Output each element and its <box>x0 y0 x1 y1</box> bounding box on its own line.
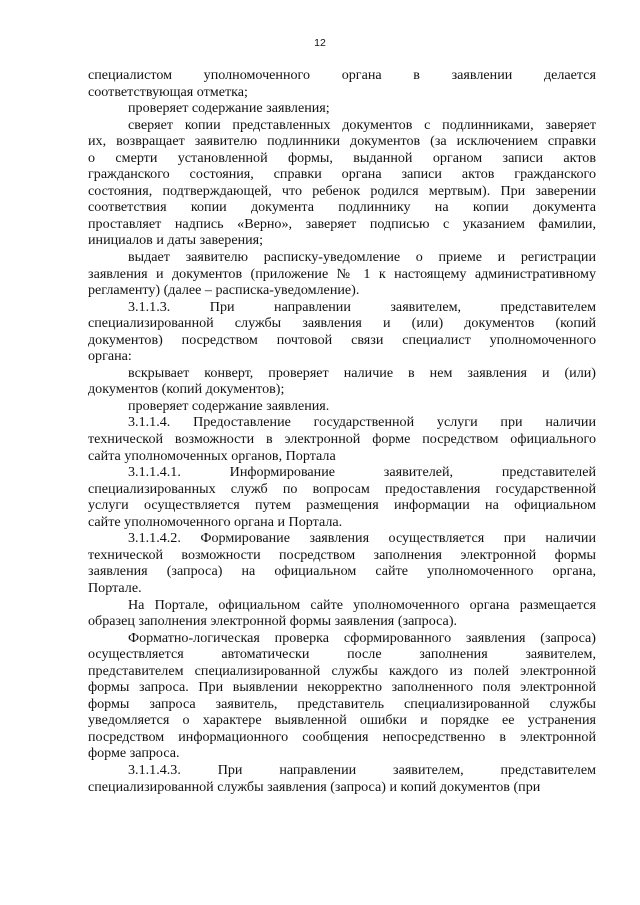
text-line: формы запроса заявитель, представитель специализированной службы <box>88 695 596 712</box>
paragraph <box>88 530 596 596</box>
text-line: 3.1.1.4.1. Информирование заявителей, представителей <box>128 464 596 481</box>
text-line: о смерти установленной формы, выданной органом записи актов <box>88 149 596 166</box>
text-line: специализированных служб по вопросам предоставления государственной <box>88 480 596 497</box>
paragraph <box>88 67 596 100</box>
text-line: выдает заявителю расписку-уведомление о приеме и регистрации <box>128 249 596 266</box>
text-line: Форматно-логическая проверка сформированного заявления (запроса) <box>128 629 596 646</box>
text-line: 3.1.1.4.3. При направлении заявителем, представителем <box>128 761 596 778</box>
text-line: регламенту) (далее – расписка-уведомление). <box>88 282 360 299</box>
text-line: 3.1.1.4. Предоставление государственной услуги при наличии <box>128 414 596 431</box>
document-body <box>88 67 596 795</box>
text-line: сайта уполномоченных органов, Портала <box>88 447 336 464</box>
text-line: специализированной службы заявления и (или) документов (копий <box>88 315 596 332</box>
page-number: 12 <box>314 37 326 49</box>
text-line: проверяет содержание заявления. <box>128 397 330 414</box>
text-line: образец заполнения электронной формы заявления (запроса). <box>88 613 458 630</box>
text-line: 3.1.1.4.2. Формирование заявления осуществляется при наличии <box>128 530 596 547</box>
paragraph <box>88 414 596 464</box>
text-line: форме запроса. <box>88 745 180 762</box>
text-line: проверяет содержание заявления; <box>128 100 330 117</box>
paragraph <box>88 398 596 415</box>
paragraph <box>88 762 596 795</box>
paragraph <box>88 597 596 630</box>
text-line: представителем специализированной службы каждого из полей электронной <box>88 662 596 679</box>
text-line: посредством информационного сообщения непосредственно в электронной <box>88 728 596 745</box>
paragraph <box>88 464 596 530</box>
text-line: формы запроса. При выявлении некорректно заполненного поля электронной <box>88 679 596 696</box>
text-line: сверяет копии представленных документов с подлинниками, заверяет <box>128 116 596 133</box>
paragraph <box>88 365 596 398</box>
text-line: специализированной службы заявления (запроса) и копий документов (при <box>88 778 541 795</box>
text-line: гражданского состояния, справки органа записи актов гражданского <box>88 166 596 183</box>
text-line: документов) посредством почтовой связи специалист уполномоченного <box>88 331 596 348</box>
text-line: сайте уполномоченного органа и Портала. <box>88 513 343 530</box>
text-line: 3.1.1.3. При направлении заявителем, представителем <box>128 298 596 315</box>
text-line: вскрывает конверт, проверяет наличие в нем заявления и (или) <box>128 364 596 381</box>
text-line: заявления и документов (приложение № 1 к настоящему административному <box>88 265 596 282</box>
paragraph <box>88 299 596 365</box>
text-line: их, возвращает заявителю подлинники документов (за исключением справки <box>88 133 596 150</box>
text-line: органа: <box>88 348 132 365</box>
text-line: соответствующая отметка; <box>88 83 248 100</box>
text-line: услуги осуществляется путем размещения информации на официальном <box>88 497 596 514</box>
text-line: осуществляется автоматически после заполнения заявителем, <box>88 646 596 663</box>
text-line: уведомляется о характере выявленной ошибки и порядке ее устранения <box>88 712 596 729</box>
paragraph <box>88 100 596 117</box>
text-line: технической возможности в электронной форме посредством официального <box>88 431 596 448</box>
text-line: Портале. <box>88 579 142 596</box>
paragraph <box>88 630 596 762</box>
text-line: технической возможности посредством заполнения электронной формы <box>88 546 596 563</box>
text-line: специалистом уполномоченного органа в заявлении делается <box>88 67 596 83</box>
text-line: соответствия копии документа подлиннику на копии документа <box>88 199 596 216</box>
paragraph <box>88 249 596 299</box>
text-line: документов (копий документов); <box>88 381 285 398</box>
text-line: На Портале, официальном сайте уполномоченного органа размещается <box>128 596 596 613</box>
text-line: инициалов и даты заверения; <box>88 232 264 249</box>
text-line: проставляет надпись «Верно», заверяет подписью с указанием фамилии, <box>88 215 596 232</box>
paragraph <box>88 117 596 249</box>
text-line: состояния, подтверждающей, что ребенок родился мертвым). При заверении <box>88 182 596 199</box>
text-line: заявления (запроса) на официальном сайте уполномоченного органа, <box>88 563 596 580</box>
